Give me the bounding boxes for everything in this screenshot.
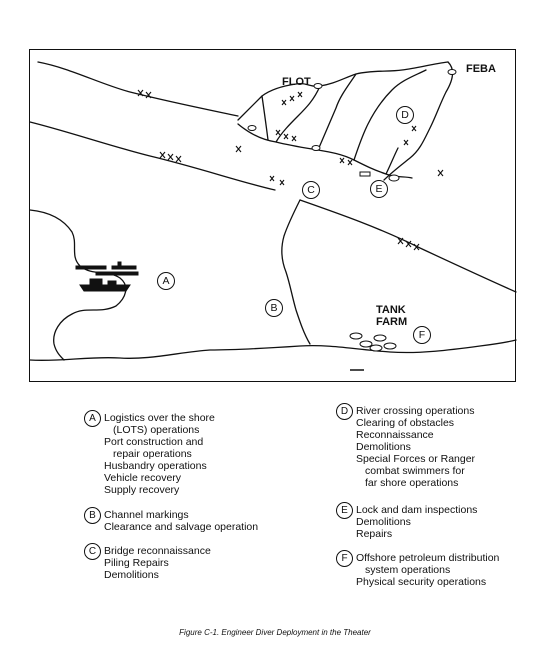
map-marker-e: E bbox=[370, 180, 388, 198]
legend-line: Bridge reconnaissance bbox=[104, 545, 211, 557]
map-marker-a: A bbox=[157, 272, 175, 290]
map-marker-f: F bbox=[413, 326, 431, 344]
legend-line: Demolitions bbox=[356, 516, 411, 528]
legend-line: system operations bbox=[365, 564, 451, 576]
legend-line: Lock and dam inspections bbox=[356, 504, 478, 516]
legend-line: Physical security operations bbox=[356, 576, 487, 588]
legend-line: Clearance and salvage operation bbox=[104, 521, 259, 533]
legend-line: Demolitions bbox=[356, 441, 411, 453]
map-marker-b: B bbox=[265, 299, 283, 317]
legend-line: Husbandry operations bbox=[104, 460, 207, 472]
legend-marker: C bbox=[84, 543, 101, 560]
legend-line: Offshore petroleum distribution bbox=[356, 552, 500, 564]
figure-caption: Figure C-1. Engineer Diver Deployment in the Theater bbox=[179, 628, 371, 637]
map-marker-d: D bbox=[396, 106, 414, 124]
legend-line: Channel markings bbox=[104, 509, 189, 521]
legend-line: Clearing of obstacles bbox=[356, 417, 455, 429]
legend-marker: E bbox=[336, 502, 353, 519]
legend-line: Reconnaissance bbox=[356, 429, 434, 441]
tank-farm-label-line2: FARM bbox=[376, 316, 408, 328]
legend-line: Special Forces or Ranger bbox=[356, 453, 476, 465]
map-marker-c: C bbox=[302, 181, 320, 199]
legend-marker: F bbox=[336, 550, 353, 567]
legend-marker: D bbox=[336, 403, 353, 420]
legend-line: Vehicle recovery bbox=[104, 472, 182, 484]
legend-line: Piling Repairs bbox=[104, 557, 169, 569]
legend-marker: A bbox=[84, 410, 101, 427]
legend-line: Port construction and bbox=[104, 436, 204, 448]
legend-line: River crossing operations bbox=[356, 405, 475, 417]
legend-line: (LOTS) operations bbox=[113, 424, 200, 436]
legend-line: Repairs bbox=[356, 528, 393, 540]
legend-line: far shore operations bbox=[365, 477, 459, 489]
tank-farm-label-line1: TANK bbox=[376, 304, 406, 316]
map-frame bbox=[29, 49, 516, 382]
feba-label: FEBA bbox=[466, 63, 496, 75]
flot-label: FLOT bbox=[282, 76, 311, 88]
legend-line: combat swimmers for bbox=[365, 465, 465, 477]
legend-line: Demolitions bbox=[104, 569, 159, 581]
legend-line: repair operations bbox=[113, 448, 192, 460]
legend-marker: B bbox=[84, 507, 101, 524]
legend-line: Logistics over the shore bbox=[104, 412, 215, 424]
legend-line: Supply recovery bbox=[104, 484, 180, 496]
